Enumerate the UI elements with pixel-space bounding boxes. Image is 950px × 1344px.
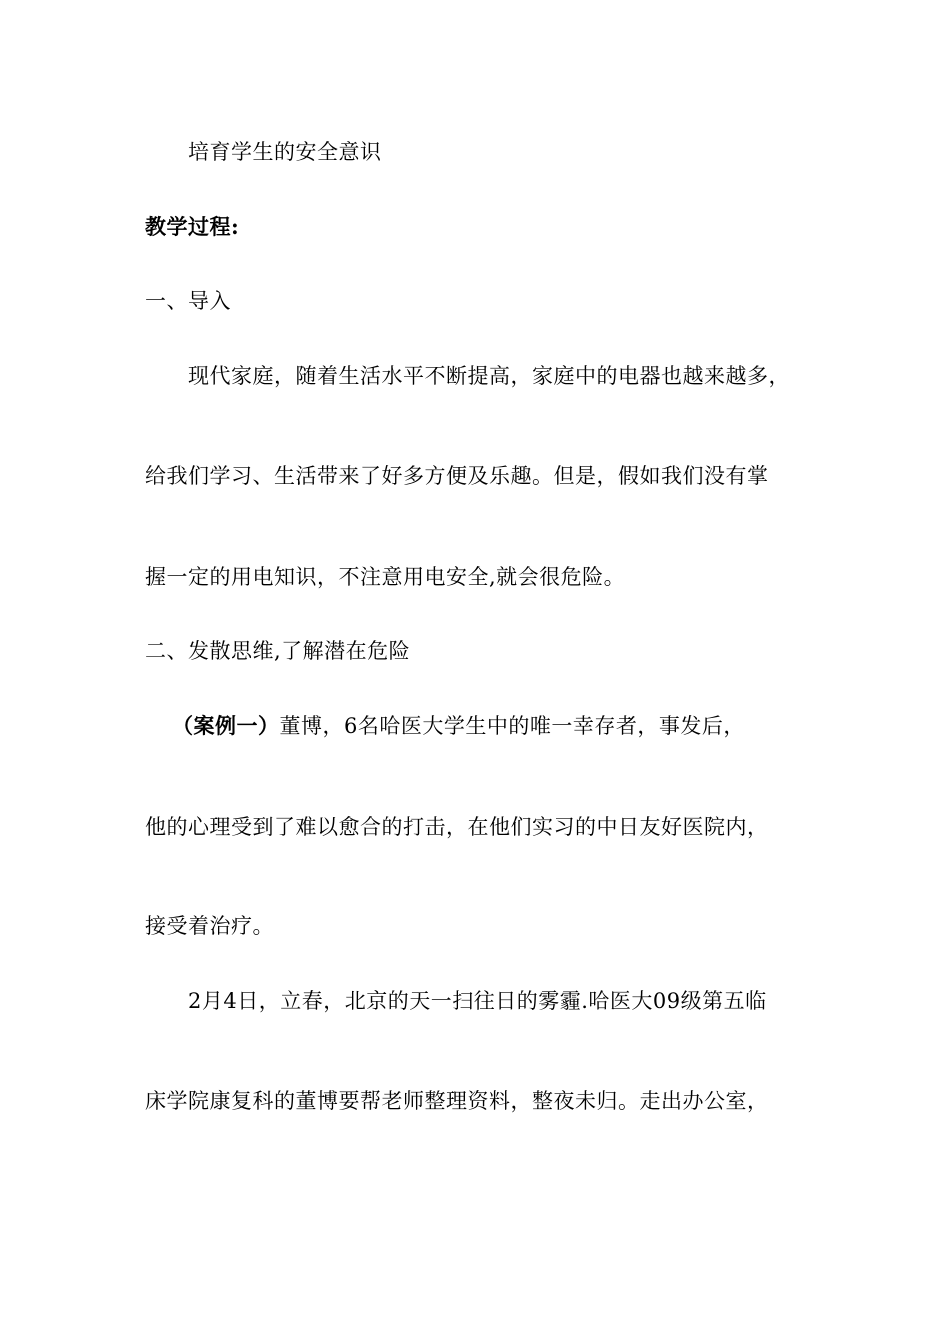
case-text: 董博，6名哈医大学生中的唯一幸存者，事发后， xyxy=(279,714,745,738)
case-paragraph-line xyxy=(172,711,950,741)
section-heading-divergent-thinking: 二、发散思维,了解潜在危险 xyxy=(145,639,411,663)
case-label: （案例一） xyxy=(172,713,280,738)
paragraph-line: 2月4日，立春，北京的天一扫往日的雾霾.哈医大09级第五临 xyxy=(188,989,767,1013)
section-heading-introduction: 一、导入 xyxy=(145,289,231,313)
paragraph-line: 床学院康复科的董博要帮老师整理资料，整夜未归。走出办公室， xyxy=(145,1089,769,1113)
paragraph-line: 握一定的用电知识，不注意用电安全,就会很危险。 xyxy=(145,565,626,589)
paragraph-line: 接受着治疗。 xyxy=(145,914,274,938)
objective-line: 培育学生的安全意识 xyxy=(188,140,382,164)
paragraph-line: 现代家庭，随着生活水平不断提高，家庭中的电器也越来越多， xyxy=(188,364,790,388)
section-heading-teaching-process: 教学过程: xyxy=(145,214,240,239)
paragraph-line: 给我们学习、生活带来了好多方便及乐趣。但是，假如我们没有掌 xyxy=(145,464,769,488)
paragraph-line: 他的心理受到了难以愈合的打击，在他们实习的中日友好医院内， xyxy=(145,815,769,839)
